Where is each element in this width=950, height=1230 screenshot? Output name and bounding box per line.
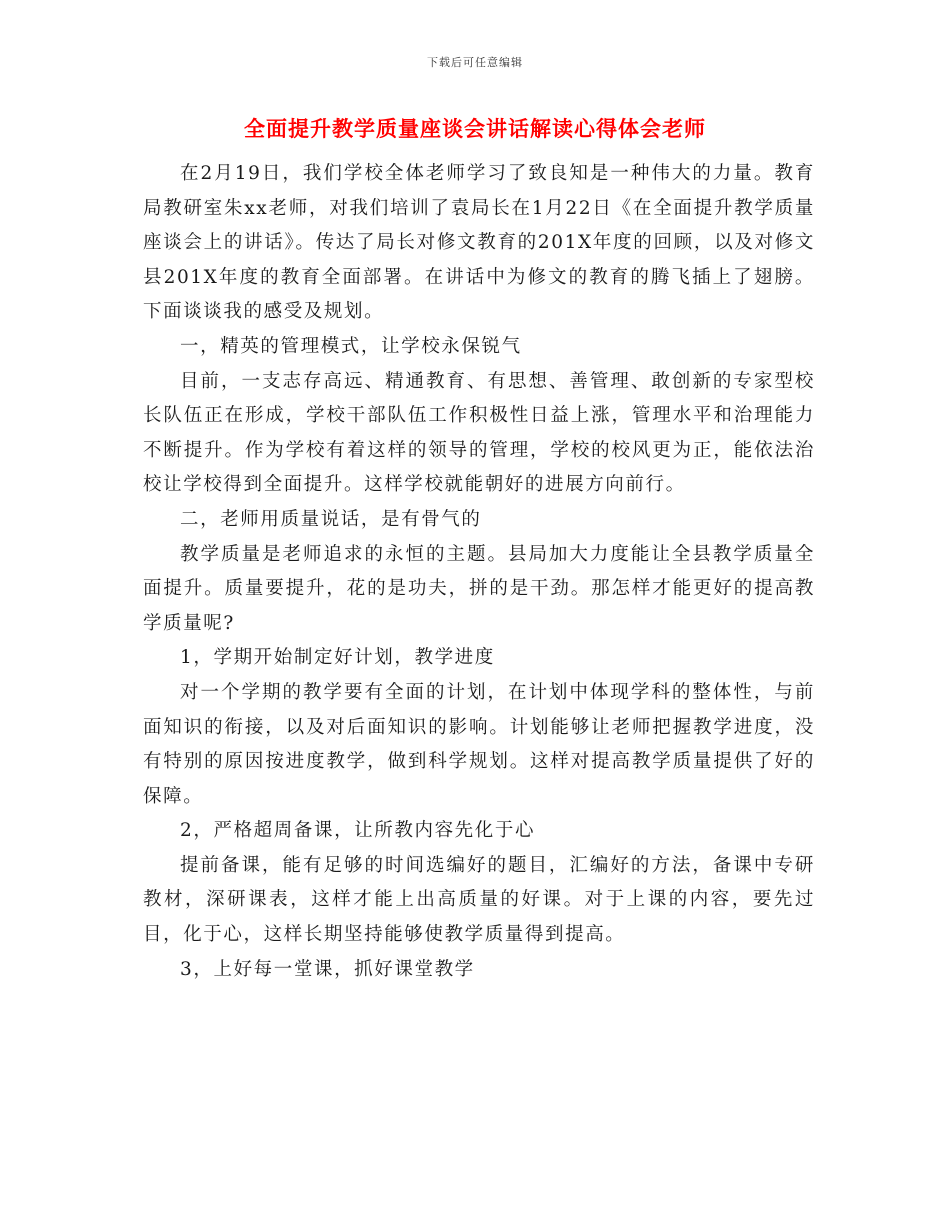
subheading-2: 2，严格超周备课，让所教内容先化于心	[180, 820, 536, 842]
paragraph-section-1: 目前，一支志存高远、精通教育、有思想、善管理、敢创新的专家型校长队伍正在形成，学校干部队伍工作积极性日益上涨，管理水平和治理能力不断提升。作为学校有着这样的领导的管理，学校的校风更为正，能依法治校让学校得到全面提升。这样学校就能朝好的进展方向前行。	[143, 370, 815, 496]
section-heading-1: 一，精英的管理模式，让学校永保锐气	[180, 335, 522, 357]
paragraph-intro: 在2月19日，我们学校全体老师学习了致良知是一种伟大的力量。教育局教研室朱xx老师，对我们培训了袁局长在1月22日《在全面提升教学质量座谈会上的讲话》。传达了局长对修文教育的201X年度的回顾，以及对修文县201X年度的教育全面部署。在讲话中为修文的教育的腾飞插上了翅膀。下面谈谈我的感受及规划。	[143, 163, 815, 323]
document-body	[143, 157, 815, 987]
paragraph-section-2: 教学质量是老师追求的永恒的主题。县局加大力度能让全县教学质量全面提升。质量要提升，花的是功夫，拼的是干劲。那怎样才能更好的提高教学质量呢?	[143, 543, 815, 634]
paragraph-sub-2: 提前备课，能有足够的时间选编好的题目，汇编好的方法，备课中专研教材，深研课表，这样才能上出高质量的好课。对于上课的内容，要先过目，化于心，这样长期坚持能够使教学质量得到提高。	[143, 854, 815, 946]
paragraph-sub-1: 对一个学期的教学要有全面的计划，在计划中体现学科的整体性，与前面知识的衔接，以及对后面知识的影响。计划能够让老师把握教学进度，没有特别的原因按进度教学，做到科学规划。这样对提高教学质量提供了好的保障。	[143, 681, 815, 807]
document-title: 全面提升教学质量座谈会讲话解读心得体会老师	[244, 116, 706, 141]
section-heading-2: 二，老师用质量说话，是有骨气的	[180, 508, 482, 530]
header-note: 下载后可任意编辑	[427, 56, 523, 69]
subheading-3: 3，上好每一堂课，抓好课堂教学	[180, 958, 475, 980]
subheading-1: 1，学期开始制定好计划，教学进度	[180, 647, 495, 669]
